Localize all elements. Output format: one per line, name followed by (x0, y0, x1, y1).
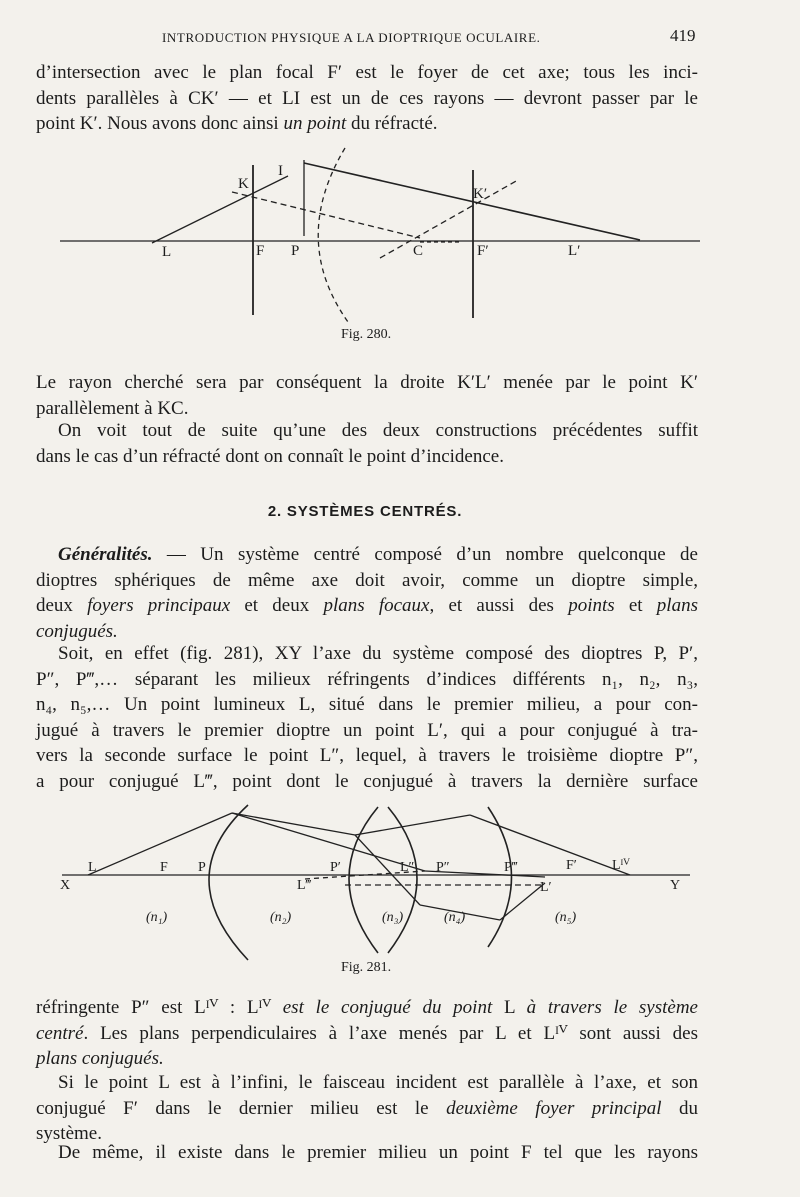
text-line: parallèlement à KC. (36, 397, 189, 419)
text-line: centré. Les plans perpendiculaires à l’axe menés par L et Lᴵⱽ sont aussi des (36, 1022, 698, 1044)
label-p: P (198, 860, 206, 875)
text-line: dioptres sphériques de même axe doit avoir, comme un dioptre simple, (36, 569, 698, 591)
ray-8 (500, 883, 545, 920)
text-line: d’intersection avec le plan focal F′ est le foyer de cet axe; tous les inci- (36, 62, 698, 83)
text-line: conjugué F′ dans le dernier milieu est le deuxième foyer principal du (36, 1097, 698, 1119)
label-l: L (88, 860, 97, 875)
paragraph-soit (36, 641, 698, 794)
axis-ck-prime (380, 180, 518, 258)
text-line: point K′. Nous avons donc ainsi un point du réfracté. (36, 113, 438, 134)
dioptre-p-prime (349, 807, 378, 953)
label-f-prime: F′ (477, 243, 489, 259)
label-l-prime: L′ (540, 880, 552, 895)
paragraph-7 (36, 1070, 698, 1147)
label-l-double: L″ (400, 860, 415, 875)
paragraph-2 (36, 370, 698, 421)
text-line: Soit, en effet (fig. 281), XY l’axe du système composé des dioptres P, P′, (58, 643, 698, 664)
figure-280-diagram (0, 0, 800, 340)
figure-caption: Fig. 280. (341, 327, 392, 342)
figure-281-diagram (0, 795, 800, 995)
label-p-triple: P‴ (504, 860, 518, 875)
label-f-prime: F′ (566, 858, 577, 873)
text-line: conjugués. (36, 620, 118, 642)
section-title: 2. SYSTÈMES CENTRÉS. (267, 503, 463, 520)
label-c: C (413, 243, 424, 259)
ray-4 (470, 815, 630, 875)
label-f: F (160, 860, 168, 875)
label-y: Y (670, 878, 681, 893)
paragraph-3 (36, 418, 698, 469)
text-line: jugué à travers le premier dioptre un point L′, qui a pour conjugué à tra- (36, 719, 698, 741)
label-k-prime: K′ (473, 186, 488, 202)
label-l-prime: L′ (568, 243, 581, 259)
paragraph-6 (36, 995, 698, 1072)
text-line: système. (36, 1123, 102, 1144)
text-line: Si le point L est à l’infini, le faisceau incident est parallèle à l’axe, et son (58, 1072, 698, 1093)
paragraph-8 (36, 1140, 698, 1166)
page-number: 419 (670, 26, 696, 45)
text-line: P″, P‴,… séparant les milieux réfringents d’indices différents n₁, n₂, n₃, (36, 668, 698, 690)
text-line: vers la seconde surface le point L″, lequel, à travers le troisième dioptre P″, (36, 745, 698, 766)
text-line: dans le cas d’un réfracté dont on connaît le point d’incidence. (36, 445, 504, 467)
refracting-surface (318, 148, 348, 322)
text-line: Le rayon cherché sera par conséquent la droite K′L′ menée par le point K′ (36, 372, 698, 393)
label-l-iv: Lᴵⱽ (612, 858, 630, 873)
text-line: réfringente P″ est Lᴵⱽ : Lᴵⱽ est le conjugué du point L à travers le système (36, 997, 698, 1018)
dioptre-p-triple (488, 807, 512, 947)
label-n5: (n₅) (555, 910, 577, 925)
label-n1: (n₁) (146, 910, 168, 925)
text-line: deux foyers principaux et deux plans focaux, et aussi des points et plans (36, 595, 698, 616)
label-p-double: P″ (436, 860, 450, 875)
label-n4: (n₄) (444, 910, 466, 925)
paragraph-generalites (36, 542, 698, 644)
text-line: Généralités. — Un système centré composé d’un nombre quelconque de (58, 544, 698, 565)
ray-5 (232, 813, 425, 871)
figure-caption: Fig. 281. (341, 960, 392, 975)
label-l: L (162, 244, 172, 260)
label-f: F (256, 243, 265, 259)
running-title: INTRODUCTION PHYSIQUE A LA DIOPTRIQUE OCULAIRE. (162, 30, 541, 45)
label-i: I (278, 163, 283, 179)
label-l-triple: L‴ (297, 878, 312, 893)
text-line: De même, il existe dans le premier milieu un point F tel que les rayons (58, 1142, 698, 1163)
label-x: X (60, 878, 71, 893)
dioptre-p (209, 805, 248, 960)
text-line: dents parallèles à CK′ — et LI est un de ces rayons — devront passer par le (36, 87, 698, 109)
label-p-prime: P′ (330, 860, 341, 875)
label-n2: (n₂) (270, 910, 292, 925)
emphasis: un point (283, 113, 347, 134)
label-n3: (n₃) (382, 910, 404, 925)
refracted-ray (304, 163, 640, 240)
run-in-heading: Généralités. (58, 544, 153, 565)
text-line: plans conjugués. (36, 1048, 164, 1069)
label-k: K (238, 176, 249, 192)
ray-3 (355, 815, 470, 835)
text-line: n₄, n₅,… Un point lumineux L, situé dans le premier milieu, a pour con- (36, 694, 698, 715)
text-line: a pour conjugué L‴, point dont le conjugué à travers la dernière surface (36, 770, 698, 792)
parallel-kc (232, 192, 420, 238)
incident-ray (152, 176, 288, 243)
label-p: P (291, 243, 300, 259)
text-line: On voit tout de suite qu’une des deux constructions précédentes suffit (58, 420, 698, 441)
